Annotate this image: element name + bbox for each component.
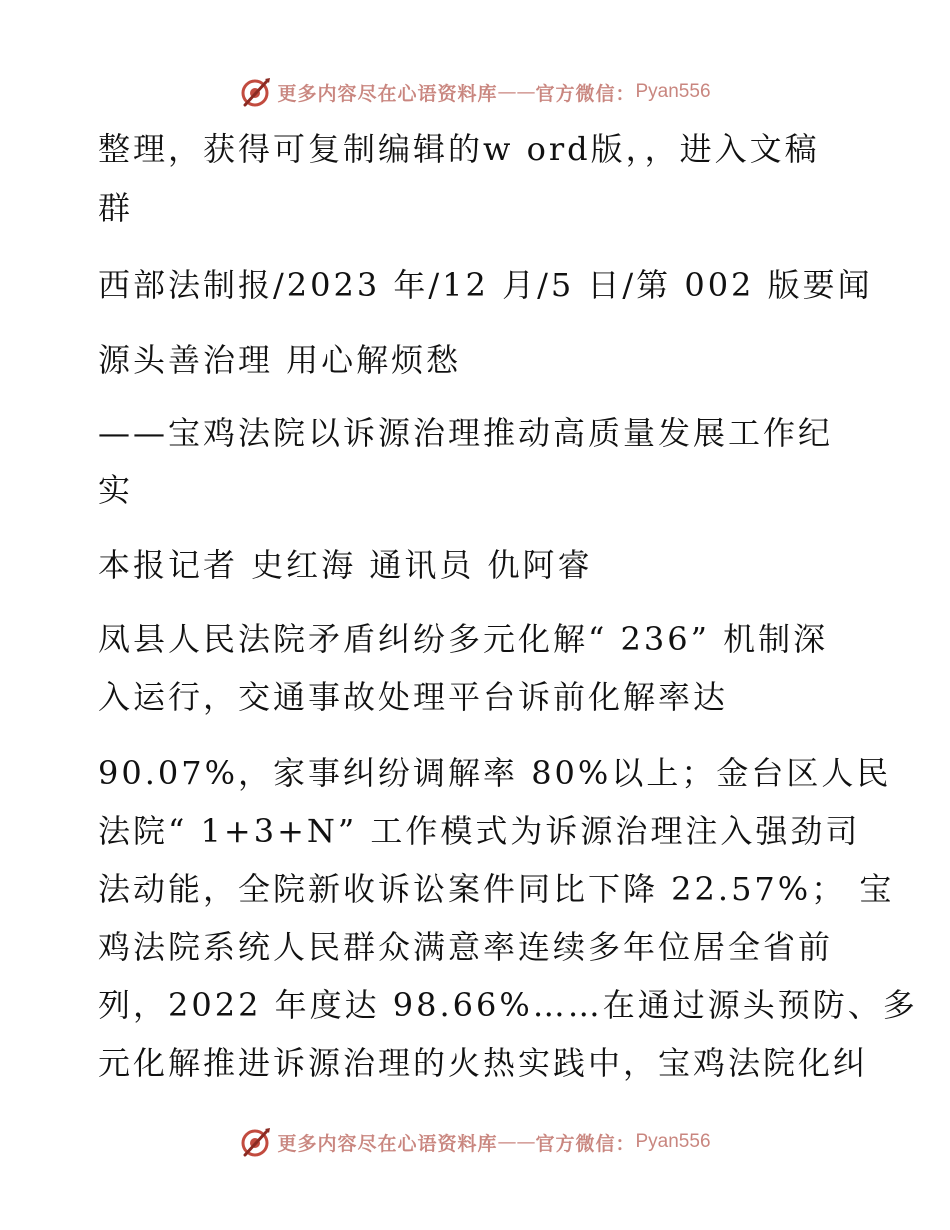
- text-line: 群: [98, 189, 134, 227]
- text-line: 源头善治理 用心解烦愁: [98, 341, 462, 379]
- watermark-separator: ——: [497, 81, 536, 103]
- text-line: 列，2022 年度达 98.66%……在通过源头预防、多: [98, 986, 918, 1024]
- text-line: 法动能，全院新收诉讼案件同比下降 22.57%； 宝: [98, 870, 895, 908]
- watermark-banner-top: [0, 72, 950, 112]
- watermark-separator: ——: [497, 1131, 536, 1153]
- watermark-brand-text: 更多内容尽在心语资料库: [277, 1132, 498, 1155]
- watermark-wechat-label: 官方微信：: [535, 1132, 636, 1155]
- text-line: 90.07%，家事纠纷调解率 80%以上；金台区人民: [98, 754, 892, 792]
- text-line: ——宝鸡法院以诉源治理推动高质量发展工作纪: [98, 414, 834, 452]
- text-line: 凤县人民法院矛盾纠纷多元化解“ 236” 机制深: [98, 620, 829, 658]
- watermark-brand-text: 更多内容尽在心语资料库: [277, 82, 498, 105]
- text-line: 元化解推进诉源治理的火热实践中，宝鸡法院化纠: [98, 1044, 869, 1082]
- watermark-wechat-label: 官方微信：: [535, 82, 636, 105]
- text-line: 整理，获得可复制编辑的w ord版，，进入文稿: [98, 130, 820, 168]
- text-line: 鸡法院系统人民群众满意率连续多年位居全省前: [98, 928, 834, 966]
- text-line: 本报记者 史红海 通讯员 仇阿睿: [98, 546, 593, 584]
- watermark-wechat-id: Pyan556: [635, 81, 711, 102]
- text-line: 入运行，交通事故处理平台诉前化解率达: [98, 678, 729, 716]
- logo-icon: [239, 75, 273, 109]
- text-line: 法院“ 1+3+N” 工作模式为诉源治理注入强劲司: [98, 812, 861, 850]
- text-line: 西部法制报/2023 年/12 月/5 日/第 002 版要闻: [98, 266, 873, 304]
- watermark-banner-bottom: [0, 1122, 950, 1162]
- text-line: 实: [98, 471, 134, 509]
- watermark-wechat-id: Pyan556: [635, 1131, 711, 1152]
- logo-icon: [239, 1125, 273, 1159]
